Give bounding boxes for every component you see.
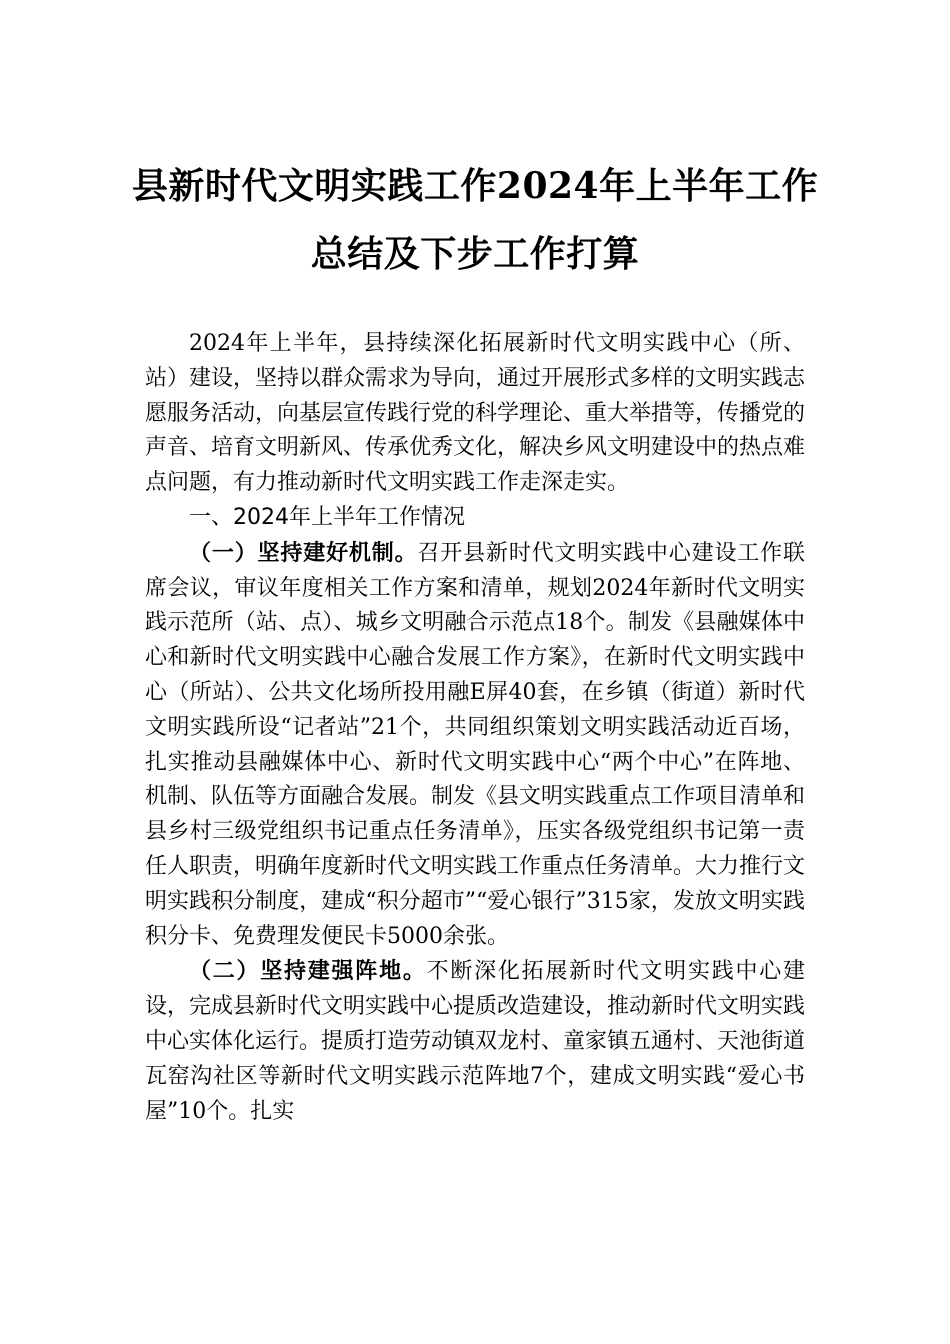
subsection-heading-2: （二）坚持建强阵地。: [189, 958, 427, 985]
subsection-paragraph-1: [145, 536, 805, 955]
intro-paragraph: 2024年上半年，县持续深化拓展新时代文明实践中心（所、站）建设，坚持以群众需求为导向，通过开展形式多样的文明实践志愿服务活动，向基层宣传践行党的科学理论、重大举措等，传播党的声音、培育文明新风、传承优秀文化，解决乡风文明建设中的热点难点问题，有力推动新时代文明实践工作走深走实。: [145, 331, 806, 496]
subsection-paragraph-2: [145, 954, 805, 1129]
subsection-heading-1: （一）坚持建好机制。: [189, 539, 418, 566]
subsection-text-2: 不断深化拓展新时代文明实践中心建设，完成县新时代文明实践中心提质改造建设，推动新时代文明实践中心实体化运行。提质打造劳动镇双龙村、童家镇五通村、天池街道瓦窑沟社区等新时代文明实践示范阵地7个，建成文明实践“爱心书屋”10个。扎实: [145, 959, 806, 1124]
document-title-line-1: 县新时代文明实践工作2024年上半年工作: [131, 165, 819, 207]
subsection-text-1: 召开县新时代文明实践中心建设工作联席会议，审议年度相关工作方案和清单，规划2024年新时代文明实践示范所（站、点）、城乡文明融合示范点18个。制发《县融媒体中心和新时代文明实践中心融合发展工作方案》，在新时代文明实践中心（所站）、公共文化场所投用融E屏40套，在乡镇（街道）新时代文明实践所设“记者站”21个，共同组织策划文明实践活动近百场，扎实推动县融媒体中心、新时代文明实践中心“两个中心”在阵地、机制、队伍等方面融合发展。制发《县文明实践重点工作项目清单和县乡村三级党组织书记重点任务清单》，压实各级党组织书记第一责任人职责，明确年度新时代文明实践工作重点任务清单。大力推行文明实践积分制度，建成“积分超市”“爱心银行”315家，发放文明实践积分卡、免费理发便民卡5000余张。: [145, 540, 806, 949]
section-heading-1: 一、2024年上半年工作情况: [189, 504, 465, 530]
document-body: [145, 327, 805, 1129]
document-title-line-2: 总结及下步工作打算: [310, 233, 640, 275]
